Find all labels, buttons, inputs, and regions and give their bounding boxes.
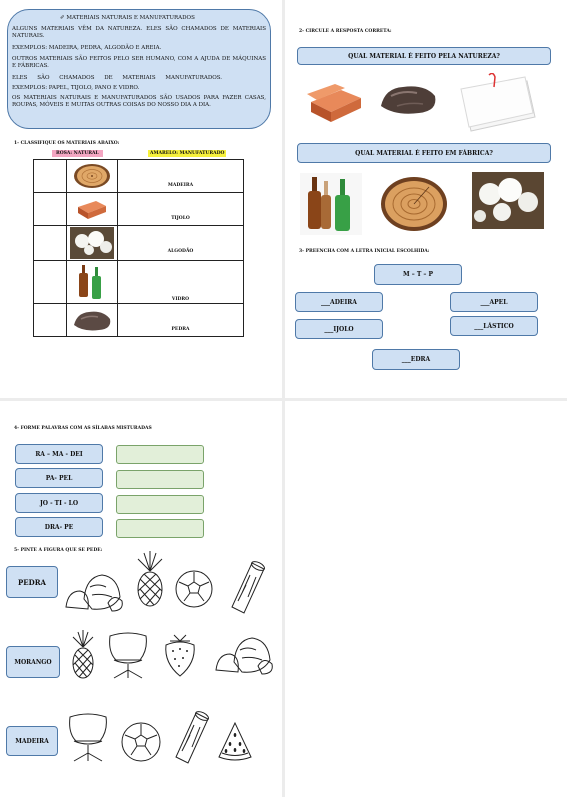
image-cell bbox=[67, 261, 118, 304]
classification-table bbox=[33, 159, 244, 337]
label-madeira: MADEIRA bbox=[6, 726, 58, 756]
question-box-nature: QUAL MATERIAL É FEITO PELA NATUREZA? bbox=[297, 47, 551, 65]
material-name: MADEIRA bbox=[118, 160, 244, 193]
answer-cell[interactable] bbox=[34, 226, 67, 261]
answer-cell[interactable] bbox=[34, 304, 67, 337]
paper-icon: ✐ bbox=[60, 15, 67, 21]
page-2 bbox=[285, 0, 567, 398]
answer-field-2[interactable] bbox=[116, 470, 204, 489]
table-row bbox=[34, 226, 244, 261]
image-cell bbox=[67, 226, 118, 261]
intro-paragraph-1: ALGUNS MATERIAIS VÊM DA NATUREZA. ELES SÃO CHAMADOS DE MATERIAIS NATURAIS. bbox=[12, 26, 266, 39]
intro-paragraph-2: EXEMPLOS: MADEIRA, PEDRA, ALGODÃO E AREIA. bbox=[12, 45, 162, 51]
material-name: TIJOLO bbox=[118, 193, 244, 226]
question-3-title: 3- PREENCHA COM A LETRA INICIAL ESCOLHIDA: bbox=[299, 249, 430, 254]
stone-icon bbox=[71, 307, 113, 333]
stone-image bbox=[377, 80, 439, 118]
syllable-box-4: DRA- PE bbox=[15, 517, 103, 537]
image-cell bbox=[67, 160, 118, 193]
wood-slice-icon bbox=[72, 162, 112, 190]
answer-field-3[interactable] bbox=[116, 495, 204, 514]
image-cell bbox=[67, 304, 118, 337]
pineapple-drawing[interactable] bbox=[68, 629, 98, 681]
page-3 bbox=[0, 401, 282, 797]
answer-cell[interactable] bbox=[34, 261, 67, 304]
word-box-ijolo[interactable]: ___IJOLO bbox=[295, 319, 383, 339]
letters-box: M – T – P bbox=[374, 264, 462, 285]
page-4-blank bbox=[285, 401, 567, 797]
material-name: ALGODÃO bbox=[118, 226, 244, 261]
intro-title: ✐ MATERIAIS NATURAIS E MANUFATURADOS bbox=[60, 15, 195, 21]
label-morango: MORANGO bbox=[6, 646, 60, 678]
stones-drawing[interactable] bbox=[62, 569, 126, 615]
material-name: VIDRO bbox=[118, 261, 244, 304]
image-cell bbox=[67, 193, 118, 226]
syllable-box-2: PA- PEL bbox=[15, 468, 103, 488]
answer-cell[interactable] bbox=[34, 193, 67, 226]
wood-slice-image bbox=[379, 175, 449, 233]
bottles-image bbox=[300, 173, 362, 235]
word-box-adeira[interactable]: ___ADEIRA bbox=[295, 292, 383, 312]
strawberry-drawing[interactable] bbox=[160, 629, 200, 679]
syllable-box-3: JO - TI - LO bbox=[15, 493, 103, 513]
question-2-title: 2- CIRCULE A RESPOSTA CORRETA: bbox=[299, 29, 392, 34]
intro-paragraph-6: OS MATERIAIS NATURAIS E MANUFATURADOS SÃO USADOS PARA FAZER CASAS, ROUPAS, MÓVEIS E MUITAS OUTRAS COISAS DO NOSSO DIA A DIA. bbox=[12, 95, 266, 108]
chair-drawing[interactable] bbox=[104, 630, 152, 680]
question-5-title: 5- PINTE A FIGURA QUE SE PEDE: bbox=[14, 548, 103, 553]
paper-stack-image bbox=[457, 73, 539, 135]
intro-paragraph-4: ELES SÃO CHAMADOS DE MATERIAIS MANUFATURADOS. bbox=[12, 75, 223, 81]
answer-field-1[interactable] bbox=[116, 445, 204, 464]
intro-paragraph-5: EXEMPLOS: PAPEL, TIJOLO, PANO E VIDRO. bbox=[12, 85, 140, 91]
page-1 bbox=[0, 0, 282, 398]
stones-drawing[interactable] bbox=[212, 632, 276, 678]
table-row bbox=[34, 193, 244, 226]
log-drawing[interactable] bbox=[172, 709, 212, 767]
word-box-lastico[interactable]: ___LÁSTICO bbox=[450, 316, 538, 336]
brick-icon bbox=[74, 197, 110, 221]
chair-drawing[interactable] bbox=[64, 711, 112, 763]
legend-yellow: AMARELO: MANUFATURADO bbox=[150, 151, 225, 156]
word-box-edra[interactable]: ___EDRA bbox=[372, 349, 460, 370]
syllable-box-1: RA – MA - DEI bbox=[15, 444, 103, 464]
table-row bbox=[34, 261, 244, 304]
watermelon-drawing[interactable] bbox=[215, 719, 255, 763]
legend-pink: ROSA: NATURAL bbox=[52, 150, 103, 157]
answer-cell[interactable] bbox=[34, 160, 67, 193]
log-drawing[interactable] bbox=[228, 559, 268, 617]
soccer-ball-drawing[interactable] bbox=[120, 721, 162, 763]
word-box-apel[interactable]: ___APEL bbox=[450, 292, 538, 312]
cotton-image bbox=[472, 172, 544, 229]
question-4-title: 4- FORME PALAVRAS COM AS SÍLABAS MISTURADAS bbox=[14, 426, 152, 431]
soccer-ball-drawing[interactable] bbox=[174, 569, 214, 609]
pineapple-drawing[interactable] bbox=[132, 549, 168, 609]
bottles-icon bbox=[77, 263, 107, 301]
question-1-title: 1- CLASSIFIQUE OS MATERIAIS ABAIXO: bbox=[14, 141, 120, 146]
material-name: PEDRA bbox=[118, 304, 244, 337]
answer-field-4[interactable] bbox=[116, 519, 204, 538]
label-pedra: PEDRA bbox=[6, 566, 58, 598]
table-row bbox=[34, 304, 244, 337]
question-box-factory: QUAL MATERIAL É FEITO EM FÁBRICA? bbox=[297, 143, 551, 163]
bricks-image bbox=[305, 78, 365, 126]
cotton-icon bbox=[70, 227, 114, 259]
table-row bbox=[34, 160, 244, 193]
intro-paragraph-3: OUTROS MATERIAIS SÃO FEITOS PELO SER HUMANO, COM A AJUDA DE MÁQUINAS E FÁBRICAS. bbox=[12, 56, 266, 69]
